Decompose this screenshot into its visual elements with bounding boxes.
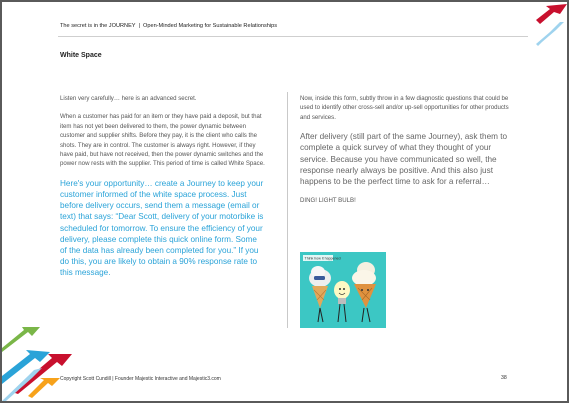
header-rule — [58, 36, 528, 37]
ding-light-bulb-text: DING! LIGHT BULB! — [300, 197, 356, 205]
light-bulb-illustration — [300, 252, 386, 328]
blue-arrow-icon — [536, 22, 564, 46]
right-column — [300, 94, 514, 215]
header-separator: | — [138, 23, 140, 29]
left-paragraph-1: Listen very carefully… here is an advanced secret. — [60, 95, 197, 102]
image-caption: Think how it happened — [304, 256, 341, 261]
right-paragraph-1: Now, inside this form, subtly throw in a few diagnostic questions that could be used to identify other cross-sell and/or up-sell opportunities for other products and services. — [300, 95, 509, 121]
red-arrow-icon — [536, 4, 567, 24]
arrows-bottom-left-decoration — [2, 322, 80, 401]
header-title: The secret is in the JOURNEY — [60, 23, 136, 29]
left-column — [60, 94, 265, 288]
running-header — [60, 23, 277, 29]
page-number: 38 — [501, 375, 507, 381]
footer: Copyright Scott Cundill | Founder Majestic Interactive and Majestic3.com — [60, 376, 221, 382]
arrows-top-right-decoration — [526, 2, 567, 48]
left-paragraph-2: When a customer has paid for an item or they have paid a deposit, but that item has not yet been delivered to them, the power dynamic between customer and supplier shifts. Before they pay, it is the client who calls the shots. They are in control. The customer is always right. However, if they have paid, but have not received, then the power dynamic switches and the power now rests with the supplier. This period of time is called White Space. — [60, 113, 265, 168]
green-arrow-icon — [2, 327, 40, 352]
highlight-paragraph: Here's your opportunity… create a Journey to keep your customer informed of the white space process. Just before delivery occurs, send them a message (email or text) that says: “Dear Scott, delivery of your motorbike is scheduled for tomorrow. To ensure the efficiency of your delivery, please complete this quick online form. Some of the data has already been completed for you.” If you do this, you are likely to obtain a 90% response rate to this message. — [60, 178, 264, 278]
column-divider — [287, 92, 288, 328]
right-paragraph-2: After delivery (still part of the same Journey), ask them to complete a quick survey of what they thought of your service. Because you have communicated so well, the response nearly always be positive. And this also just happens to be the perfect time to ask for a referral… — [300, 132, 508, 187]
document-page — [2, 2, 567, 401]
header-subtitle: Open-Minded Marketing for Sustainable Relationships — [143, 23, 278, 29]
section-title: White Space — [60, 52, 102, 59]
